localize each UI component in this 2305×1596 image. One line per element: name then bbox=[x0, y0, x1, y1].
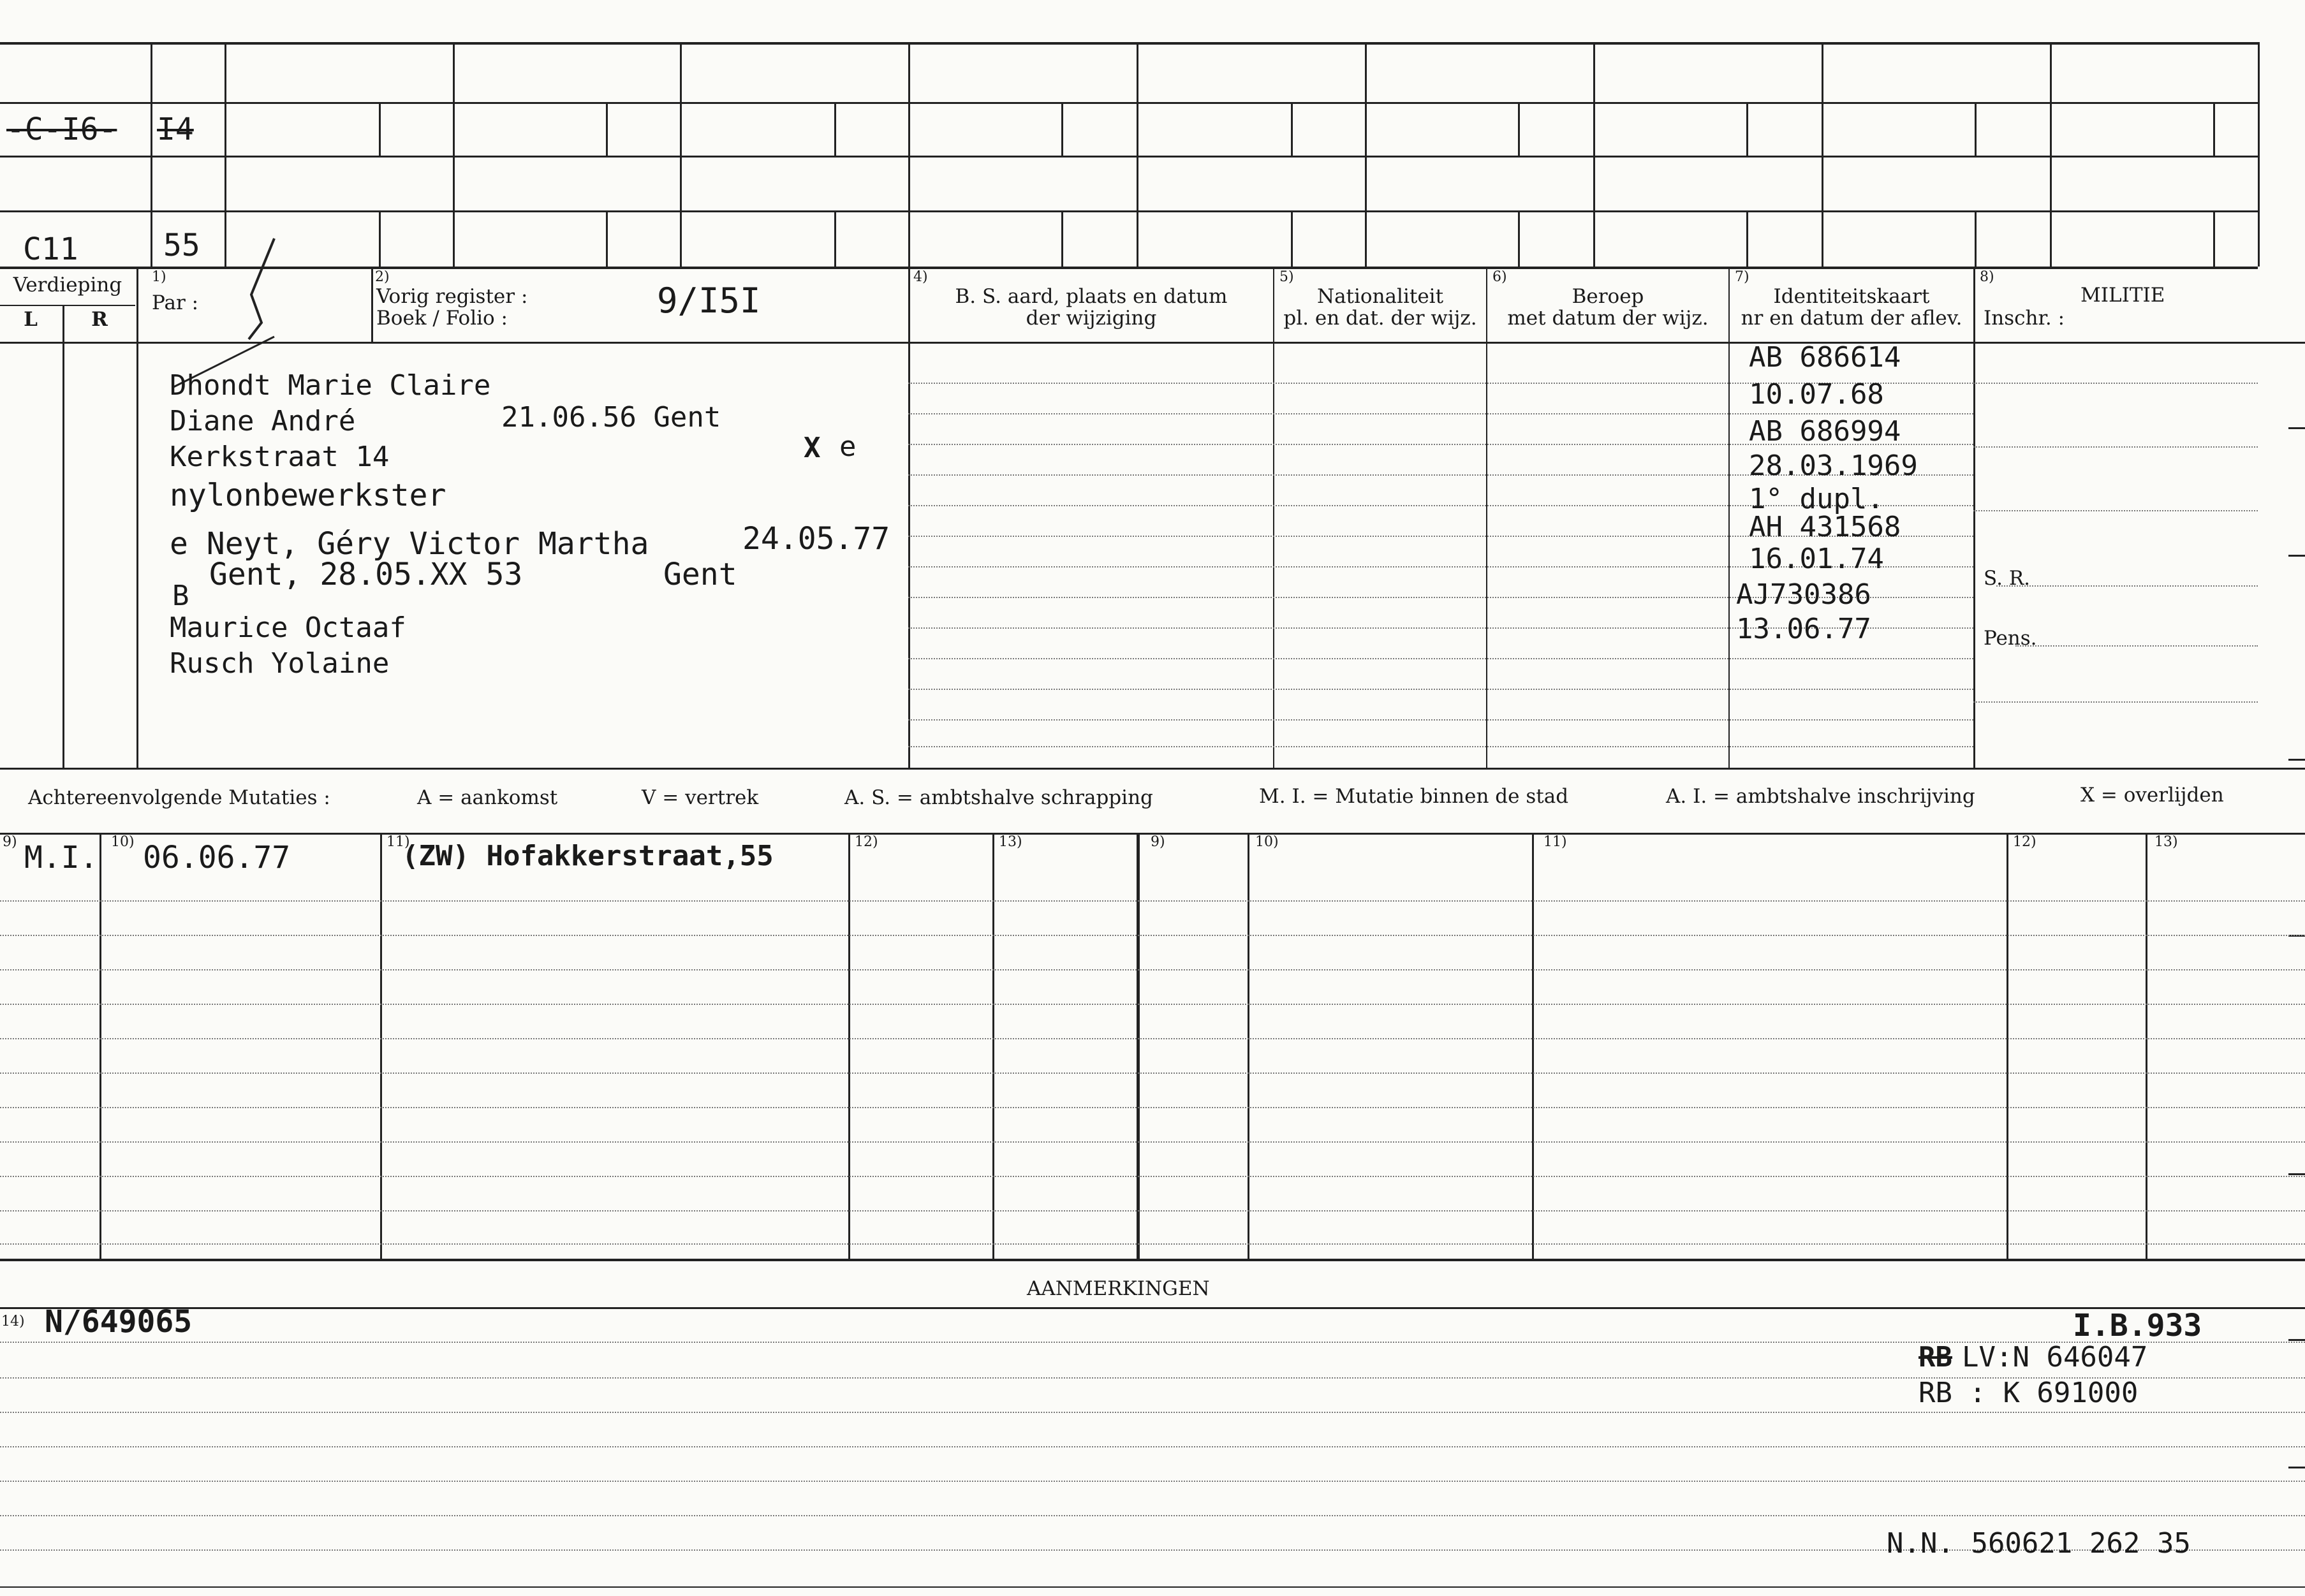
person-mother: Rusch Yolaine bbox=[170, 647, 390, 680]
mut-col10b-number: 10) bbox=[1255, 834, 1279, 850]
id-card-entry: 28.03.1969 bbox=[1749, 450, 1918, 482]
mutation-date: 06.06.77 bbox=[143, 840, 291, 875]
remarks-reference: N/649065 bbox=[45, 1304, 193, 1340]
legend-ai: A. I. = ambtshalve inschrijving bbox=[1666, 785, 1975, 808]
mut-col9-number: 9) bbox=[3, 834, 17, 850]
col6-line2: met datum der wijz. bbox=[1507, 307, 1709, 330]
mut-col11b-number: 11) bbox=[1543, 834, 1567, 850]
col7-line1: Identiteitskaart bbox=[1773, 285, 1930, 308]
id-card-entry: AB 686994 bbox=[1749, 415, 1901, 448]
col6-line1: Beroep bbox=[1572, 285, 1644, 308]
col5-number: 5) bbox=[1279, 269, 1294, 285]
person-address: Kerkstraat 14 bbox=[170, 441, 390, 473]
person-marker: e bbox=[839, 430, 857, 463]
remarks-lv: LV:N 646047 bbox=[1962, 1341, 2148, 1373]
id-card-entry: AJ730386 bbox=[1736, 578, 1871, 611]
mutation-type: M.I. bbox=[24, 840, 98, 875]
militie-sr-label: S. R. bbox=[1984, 567, 2031, 590]
col1-par-label: Par : bbox=[152, 291, 199, 314]
col1-number: 1) bbox=[152, 269, 166, 285]
col7-line2: nr en datum der aflev. bbox=[1741, 307, 1963, 330]
militie-pens-label: Pens. bbox=[1984, 627, 2037, 650]
person-birth: 21.06.56 Gent bbox=[501, 401, 721, 434]
floor-l-label: L bbox=[24, 308, 38, 331]
col5-line2: pl. en dat. der wijz. bbox=[1283, 307, 1477, 330]
col2-number: 2) bbox=[375, 269, 390, 285]
col4-line1: B. S. aard, plaats en datum bbox=[955, 285, 1228, 308]
person-spouse-birth: Gent, 28.05.XX 53 bbox=[209, 557, 523, 592]
person-spouse-birthplace: Gent bbox=[663, 557, 737, 592]
person-name: Dhondt Marie Claire bbox=[170, 369, 491, 402]
mut-col13-number: 13) bbox=[999, 834, 1022, 850]
boek-folio-label: Boek / Folio : bbox=[376, 307, 508, 330]
col5-line1: Nationaliteit bbox=[1316, 285, 1444, 308]
legend-x: X = overlijden bbox=[2080, 784, 2224, 807]
militie-inschr-label: Inschr. : bbox=[1984, 307, 2065, 330]
col4-number: 4) bbox=[913, 269, 928, 285]
col7-number: 7) bbox=[1735, 269, 1749, 285]
mut-col10-number: 10) bbox=[111, 834, 135, 850]
mut-col9b-number: 9) bbox=[1151, 834, 1165, 850]
mut-col13b-number: 13) bbox=[2154, 834, 2178, 850]
id-card-entry: 16.01.74 bbox=[1749, 543, 1884, 575]
col8-number: 8) bbox=[1980, 269, 1994, 285]
id-card-entry: 1° dupl. bbox=[1749, 483, 1884, 515]
id-card-entry: AH 431568 bbox=[1749, 511, 1901, 543]
remarks-ib: I.B.933 bbox=[2073, 1308, 2202, 1343]
legend-as: A. S. = ambtshalve schrapping bbox=[844, 786, 1153, 809]
mut-col11-number: 11) bbox=[387, 834, 410, 850]
remarks-national-number: N.N. 560621 262 35 bbox=[1887, 1527, 2191, 1560]
section-code: C11 bbox=[23, 231, 78, 267]
remarks-number: 14) bbox=[1, 1314, 25, 1329]
mut-col12-number: 12) bbox=[855, 834, 878, 850]
house-number: 55 bbox=[163, 228, 200, 263]
id-card-entry: AB 686614 bbox=[1749, 341, 1901, 374]
militie-title: MILITIE bbox=[2080, 284, 2165, 307]
legend-a: A = aankomst bbox=[417, 786, 558, 809]
vorig-register-value: 9/I5I bbox=[657, 281, 761, 321]
floor-r-label: R bbox=[91, 308, 108, 331]
person-spouse: e Neyt, Géry Victor Martha bbox=[170, 526, 649, 562]
struck-number: I4 bbox=[157, 112, 194, 147]
id-card-entry: 13.06.77 bbox=[1736, 613, 1871, 645]
col6-number: 6) bbox=[1492, 269, 1507, 285]
struck-marker-x: X bbox=[804, 432, 821, 464]
person-given-names: Diane André bbox=[170, 405, 356, 437]
person-spouse-date: 24.05.77 bbox=[742, 521, 890, 557]
legend-v: V = vertrek bbox=[642, 786, 759, 809]
col4-line2: der wijziging bbox=[1026, 307, 1157, 330]
remarks-rb: RB : K 691000 bbox=[1918, 1377, 2139, 1409]
person-father: Maurice Octaaf bbox=[170, 611, 406, 644]
legend-mi: M. I. = Mutatie binnen de stad bbox=[1259, 785, 1569, 808]
verdieping-label: Verdieping bbox=[13, 274, 122, 297]
person-marker-b: B bbox=[172, 580, 189, 612]
mut-col12b-number: 12) bbox=[2013, 834, 2036, 850]
person-occupation: nylonbewerkster bbox=[170, 478, 446, 513]
vorig-register-label: Vorig register : bbox=[376, 285, 528, 308]
remarks-title: AANMERKINGEN bbox=[1027, 1277, 1210, 1300]
legend-title: Achtereenvolgende Mutaties : bbox=[28, 786, 330, 809]
mutation-address: (ZW) Hofakkerstraat,55 bbox=[402, 840, 774, 872]
struck-code: -C-I6- bbox=[6, 112, 117, 147]
remarks-struck-prefix: RB bbox=[1918, 1341, 1952, 1373]
id-card-entry: 10.07.68 bbox=[1749, 378, 1884, 411]
